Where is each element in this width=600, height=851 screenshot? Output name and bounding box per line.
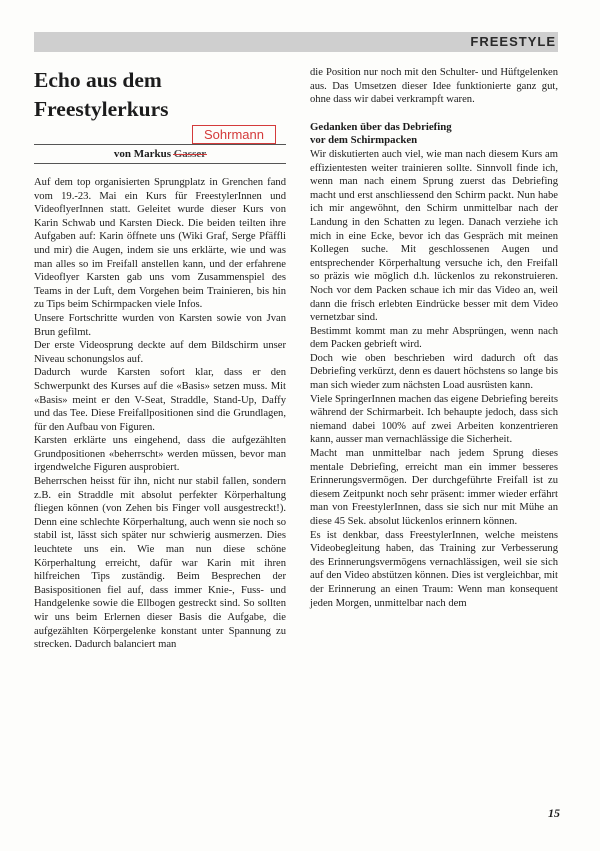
paragraph: Beherrschen heisst für ihn, nicht nur stabil fallen, sondern z.B. ein Straddle mit absolut perfekter Körperhaltung fliegen können (von Zehen bis Finger voll ausgestreckt!). Denn eine schlechte Körperhaltung, auch wenn sie noch so stabil ist, lässt sich später nur schwierig ausmerzen. Dies leuchtete uns ein. Wie man nun diese schöne Körperhaltung erreicht, dafür war Karin mit ihren hilfreichen Tips zuständig. Beim Besprechen der Basispositionen fiel auf, dass immer Knie-, Fuss- und Handgelenke sowie die Ellbogen gestreckt sind. So sollten wir uns beim Erlernen dieser Basis die Aufgabe, die aufgezählten Körpergelenke konstant unter Spannung zu strecken. Dadurch balanciert man	[34, 476, 286, 651]
byline	[34, 147, 286, 161]
paragraph: Macht man unmittelbar nach jedem Sprung dieses mentale Debriefing, erreicht man ein immer besseres Erinnerungsvermögen. Der durchgeführte Freifall ist zu diesem Zeitpunkt noch sehr präsent: immer wieder erfährt man von FreestylerInnen, dass sie sich nur mit Mühe an diese 45 Sek. absolut lückenlos erinnern können.	[310, 448, 558, 527]
paragraph: Unsere Fortschritte wurden von Karsten sowie von Jvan Brun gefilmt.	[34, 312, 286, 338]
paragraph: Dadurch wurde Karsten sofort klar, dass er den Schwerpunkt des Kurses auf die «Basis» setzen muss. Mit «Basis» meint er den V-Seat, Straddle, Stand-Up, Daffy und das Tee. Diese Freifallpositionen sind die Grundlagen, für den Aufbau von Figuren.	[34, 367, 286, 433]
paragraph: Wir diskutierten auch viel, wie man nach diesem Kurs am effizientesten weiter trainieren sollte. Sinnvoll finde ich, wenn man nach einem Sprung zuerst das Debriefing macht und erst anschliessend den Schirm packt. Nun habe ich mir angewöhnt, den Schirm unmittelbar nach der Landung in den Schatten zu legen. Danach verziehe ich mich in eine Ecke, bevor ich das Gespräch mit meinen Kollegen suche. Mit geschlossenen Augen und entsprechender Körperhaltung versuche ich, den Freifall so präzis wie möglich d.h. lückenlos zu rekonstruieren. Noch vor dem Packen schaue ich mir das Video an, weil dann die frisch erlebten Eindrücke besser mit dem Video vernetzbar sind.	[310, 148, 558, 324]
byline-rule-top	[34, 144, 286, 145]
subheading-line-2: vor dem Schirmpacken	[310, 134, 418, 147]
byline-prefix: von Markus	[113, 148, 171, 160]
paragraph: Doch wie oben beschrieben wird dadurch oft das Debriefing verkürzt, denn es dauert höchstens so lange bis man sich wieder zum nächsten Load ausrüsten kann.	[310, 352, 558, 392]
paragraph: die Position nur noch mit den Schulter- und Hüftgelenken aus. Das Umsetzen dieser Idee funktionierte ganz gut, ohne dass wir dabei verkrampft waren.	[310, 67, 558, 106]
right-column	[310, 66, 558, 610]
left-column	[34, 66, 286, 652]
subheading	[310, 121, 558, 148]
article-title	[34, 66, 286, 124]
subheading-line-1: Gedanken über das Debriefing	[310, 120, 452, 133]
paragraph: Viele SpringerInnen machen das eigene Debriefing bereits während der Schirmarbeit. Ich behaupte jedoch, dass sich niemand dabei 100% auf zwei Arbeiten konzentrieren kann, ausser man vernachlässige die Sicherheit.	[310, 393, 558, 446]
title-line-1: Echo aus dem	[34, 68, 162, 92]
handwritten-correction: Sohrmann	[192, 125, 276, 144]
paragraph: Es ist denkbar, dass FreestylerInnen, welche meistens Videobegleitung haben, das Training zur Verbesserung des Erinnerungsvermögens vernachlässigen, weil sie sich auf den Video abstützen können. Dies ist vergleichbar, mit der Erinnerung an einen Traum: Wenn man konsequent jeden Morgen, unmittelbar nach dem	[310, 529, 558, 609]
paragraph: Der erste Videosprung deckte auf dem Bildschirm unser Niveau schonungslos auf.	[34, 340, 286, 365]
page-number: 15	[548, 806, 560, 820]
paragraph: Karsten erklärte uns eingehend, dass die aufgezählten Grundpositionen «beherrscht» werden müssen, bevor man irgendwelche Figuren ausprobiert.	[34, 435, 286, 474]
byline-rule-bottom	[34, 163, 286, 164]
paragraph: Bestimmt kommt man zu mehr Absprüngen, wenn nach dem Packen gebrieft wird.	[310, 325, 558, 351]
title-line-2: Freestylerkurs	[34, 97, 169, 121]
struck-author-name: Gasser	[173, 148, 207, 160]
section-label: FREESTYLE	[470, 34, 556, 49]
paragraph: Auf dem top organisierten Sprungplatz in Grenchen fand vom 19.-23. Mai ein Kurs für FreestylerInnen und VideoflyerInnen statt. Geleitet wurde dieser Kurs von Karin Schwab und Karsten Dieck. Die beiden teilten ihre Aufgaben auf: Karin öffnete uns (Wiki Graf, Serge Pfäffli und mir) die Augen, indem sie uns erklärte, wie und was man alles so im Freifall anstellen kann, und der erfahrene Videoflyer Karsten gab uns vom Zusammenspiel des Teams in der Luft, dem Vorgehen beim Trainieren, bis hin zu Tips beim Schirmpacken viele Infos.	[34, 177, 286, 311]
